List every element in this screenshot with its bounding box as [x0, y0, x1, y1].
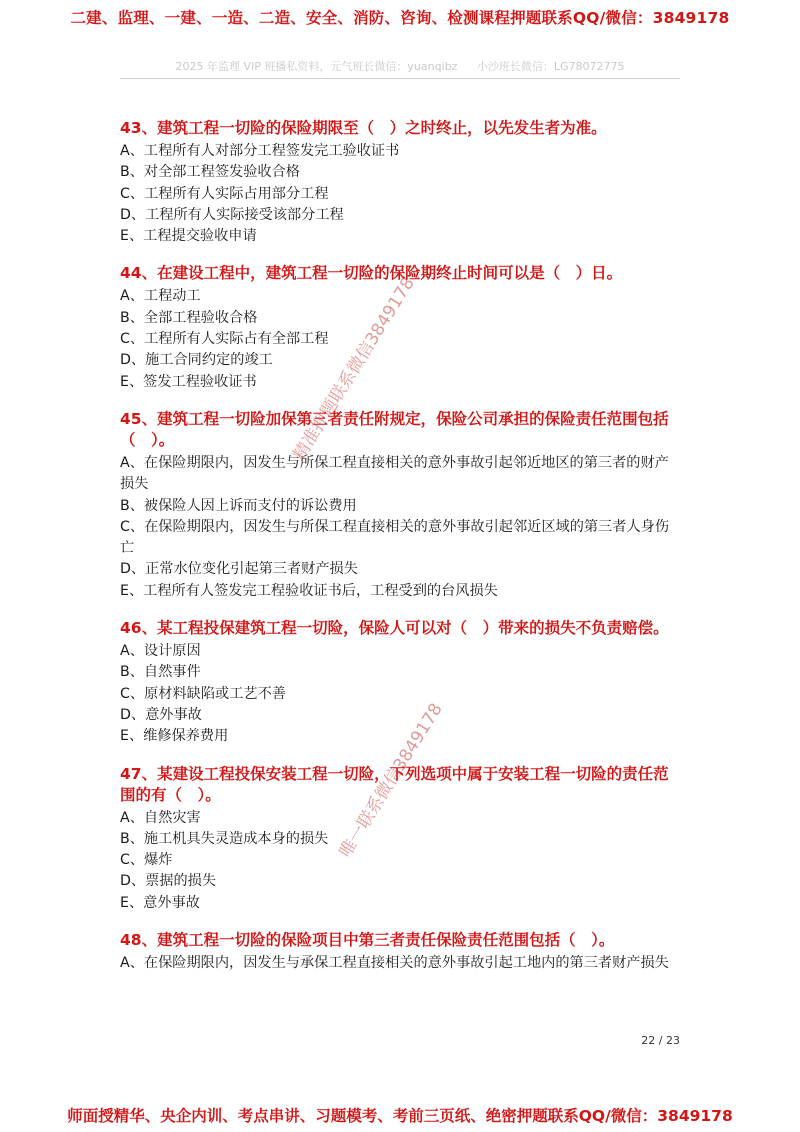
option: A、工程所有人对部分工程签发完工验收证书 [120, 143, 400, 159]
option: A、在保险期限内，因发生与所保工程直接相关的意外事故引起邻近地区的第三者的财产损失 [120, 454, 669, 493]
option: E、意外事故 [120, 894, 200, 911]
option: A、工程动工 [120, 288, 201, 305]
sub-header-right: 小沙班长微信：LG78072775 [476, 60, 625, 73]
question-list [120, 118, 680, 990]
header-divider [120, 78, 680, 79]
question-title: 47、某建设工程投保安装工程一切险，下列选项中属于安装工程一切险的责任范围的有（ ）。 [120, 764, 669, 804]
question-45 [120, 409, 680, 602]
option: B、自然事件 [120, 664, 201, 681]
option: E、维修保养费用 [120, 728, 229, 745]
watermark: 精准押题联系微信3849178 [289, 273, 419, 465]
option: A、设计原因 [120, 643, 201, 660]
option: C、工程所有人实际占有全部工程 [120, 331, 329, 348]
page-number: 22 / 23 [641, 1034, 680, 1047]
question-title: 44、在建设工程中，建筑工程一切险的保险期终止时间可以是（ ）日。 [120, 264, 623, 283]
option: B、施工机具失灵造成本身的损失 [120, 830, 329, 847]
option: D、工程所有人实际接受该部分工程 [120, 206, 344, 223]
option: D、意外事故 [120, 706, 202, 723]
option: D、正常水位变化引起第三者财产损失 [120, 561, 358, 578]
question-title: 48、建筑工程一切险的保险项目中第三者责任保险责任范围包括（ ）。 [120, 931, 615, 950]
option: D、施工合同约定的竣工 [120, 352, 273, 369]
question-48 [120, 930, 680, 974]
question-title: 45、建筑工程一切险加保第三者责任附规定，保险公司承担的保险责任范围包括（ ）。 [120, 409, 669, 449]
option: E、签发工程验收证书 [120, 373, 257, 390]
option: C、爆炸 [120, 852, 173, 869]
option: D、票据的损失 [120, 873, 217, 890]
option: C、在保险期限内，因发生与所保工程直接相关的意外事故引起邻近区域的第三者人身伤亡 [120, 518, 670, 557]
option: B、全部工程验收合格 [120, 309, 258, 326]
option: E、工程所有人签发完工程验收证书后，工程受到的台风损失 [120, 582, 498, 599]
question-46 [120, 618, 680, 747]
option: B、被保险人因上诉而支付的诉讼费用 [120, 497, 357, 514]
option: B、对全部工程签发验收合格 [120, 164, 300, 181]
top-banner: 二建、监理、一建、一造、二造、安全、消防、咨询、检测课程押题联系QQ/微信：3849178 [70, 9, 730, 27]
option: A、自然灾害 [120, 809, 201, 826]
question-title: 43、建筑工程一切险的保险期限至（ ）之时终止，以先发生者为准。 [120, 119, 607, 137]
option: C、原材料缺陷或工艺不善 [120, 685, 286, 702]
question-47 [120, 764, 680, 914]
sub-header-left: 2025 年监理 VIP 班播私资料，元气班长微信：yuanqibz [175, 60, 458, 73]
option: C、工程所有人实际占用部分工程 [120, 185, 329, 202]
option: E、工程提交验收申请 [120, 228, 257, 245]
question-43 [120, 118, 680, 247]
sub-header [120, 58, 680, 74]
bottom-banner: 师面授精华、央企内训、考点串讲、习题模考、考前三页纸、绝密押题联系QQ/微信：3849178 [67, 1107, 733, 1125]
question-title: 46、某工程投保建筑工程一切险，保险人可以对（ ）带来的损失不负责赔偿。 [120, 619, 669, 638]
watermark: 唯一联系微信3849178 [335, 699, 447, 862]
option: A、在保险期限内，因发生与承保工程直接相关的意外事故引起工地内的第三者财产损失 [120, 955, 669, 972]
